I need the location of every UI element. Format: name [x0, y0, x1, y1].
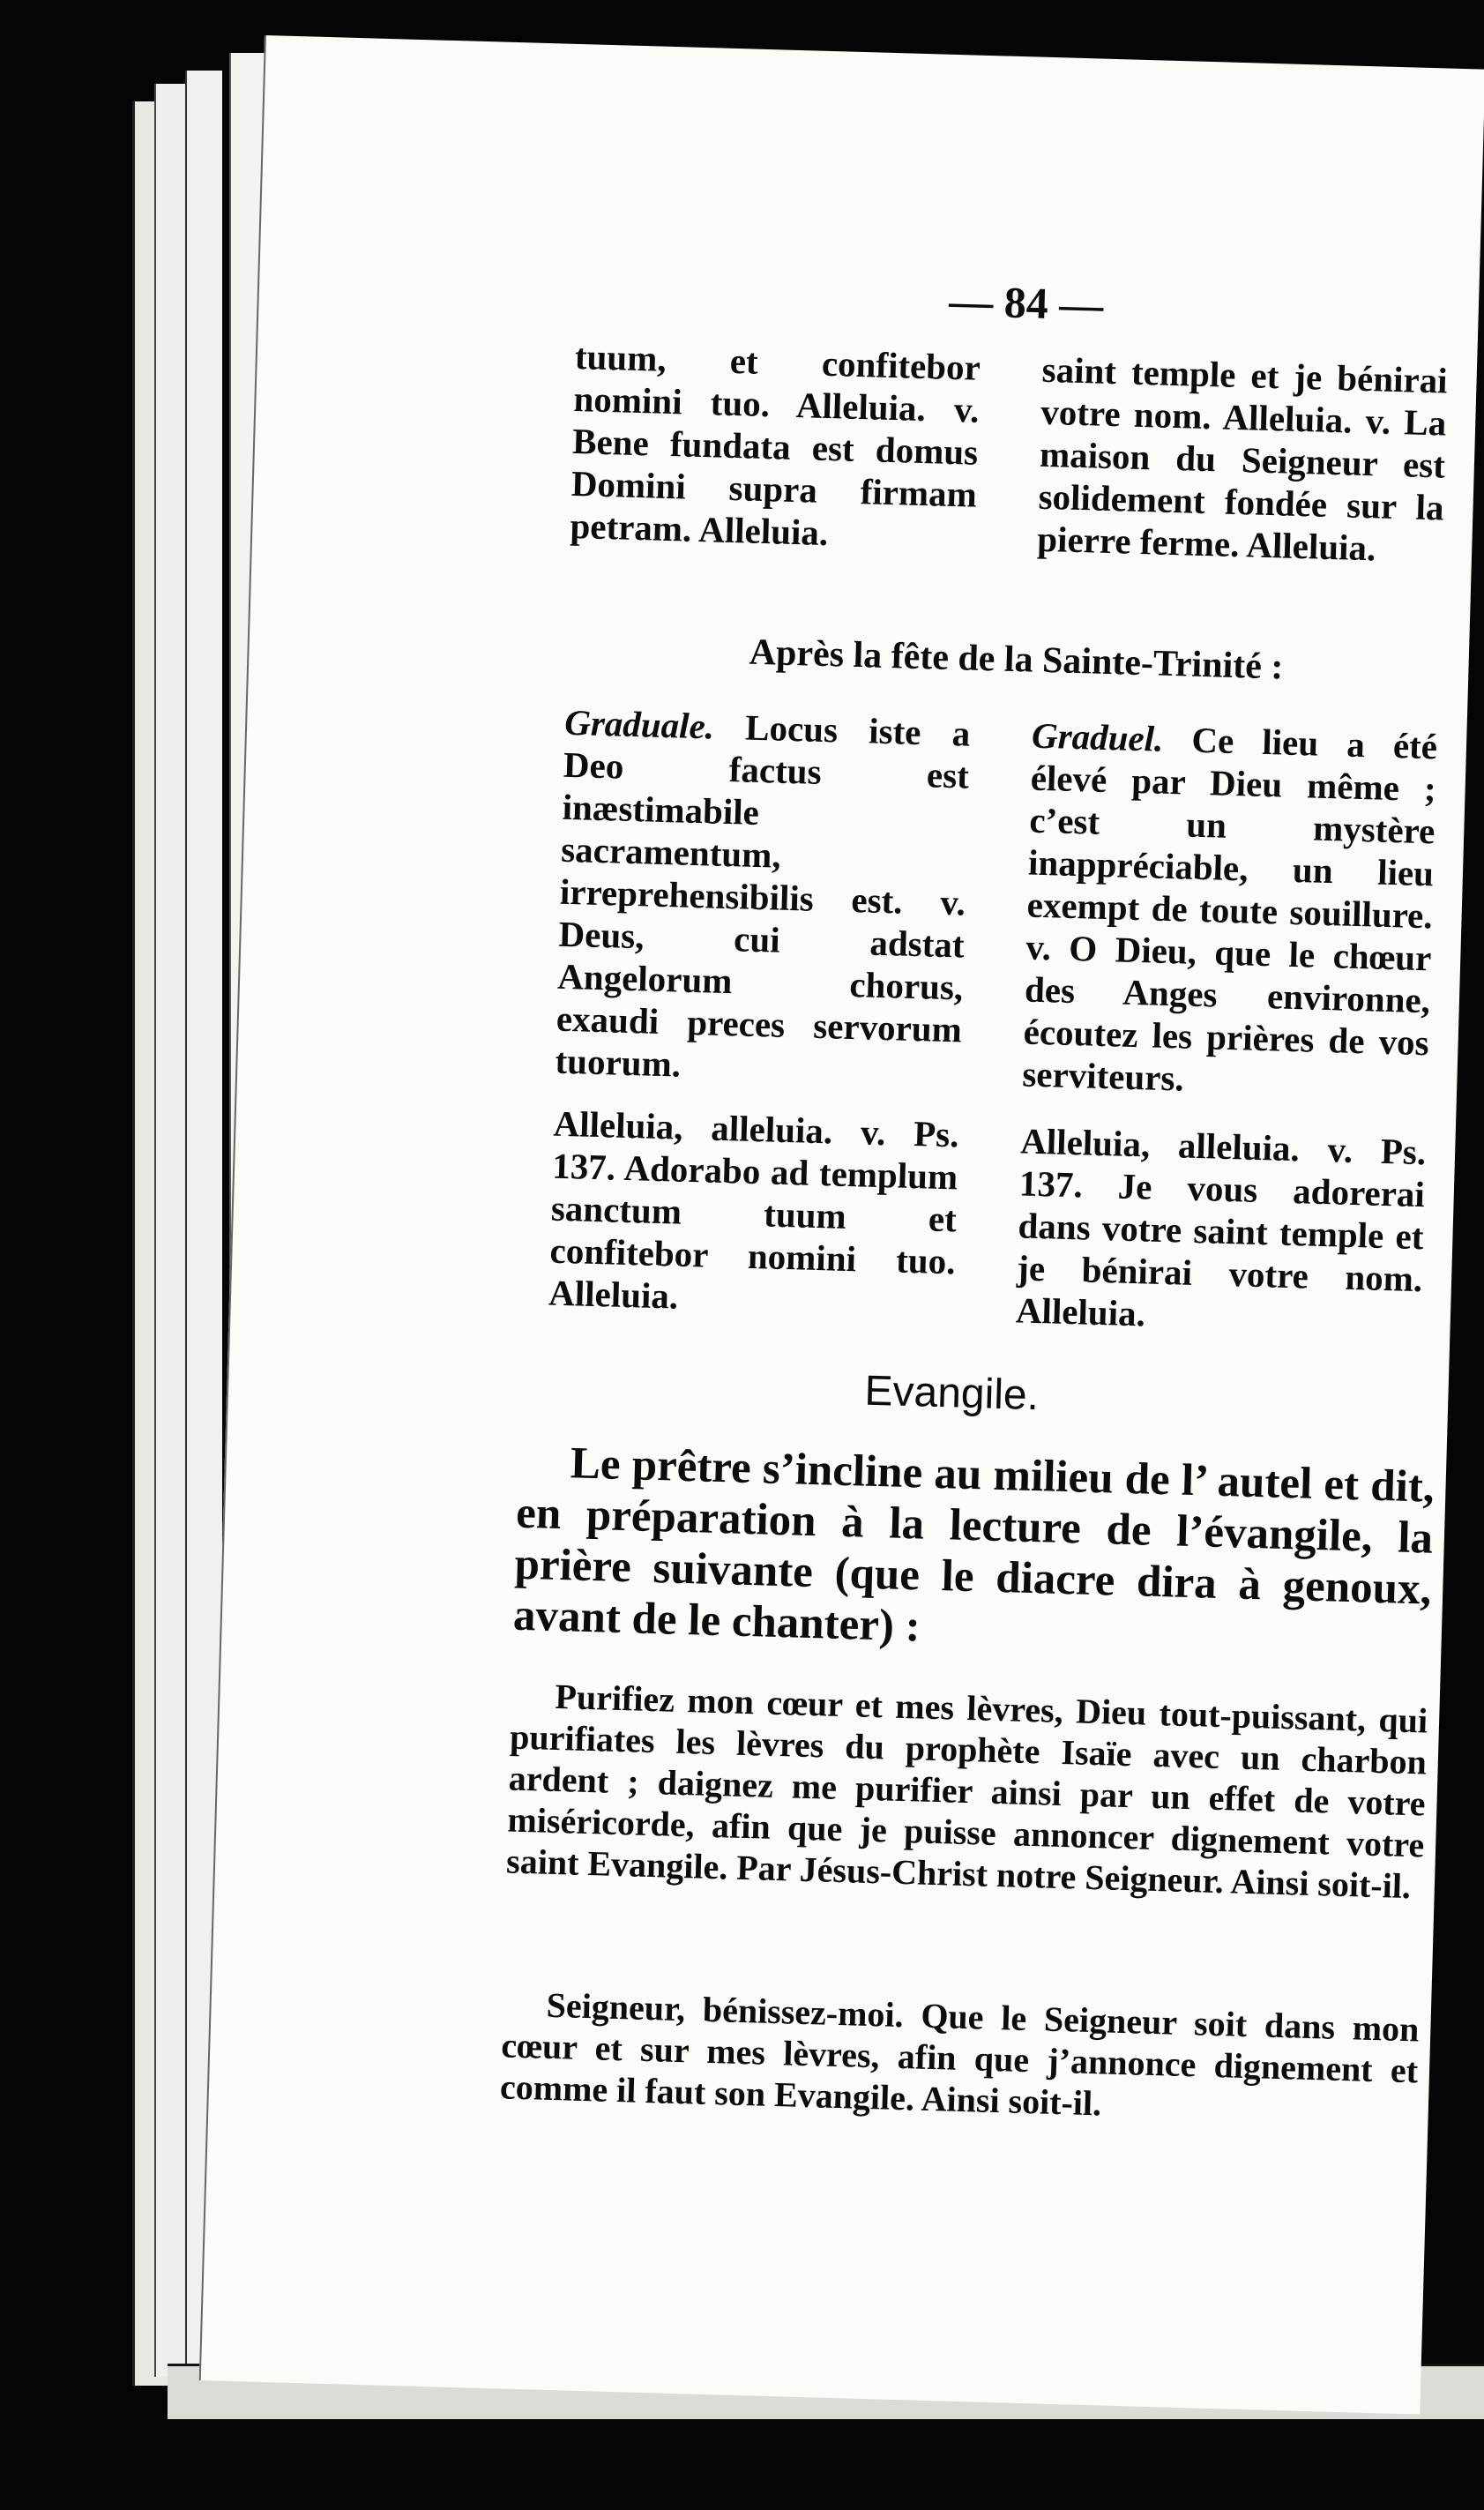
french-alleluia: Alleluia, alleluia. v. Ps. 137. Je vous adorerai dans votre saint temple et je bénirai votre nom. Alleluia. — [1015, 1120, 1427, 1334]
gradual-label: Graduel. — [1031, 714, 1164, 759]
latin-alleluia: Alleluia, alleluia. v. Ps. 137. Adorabo ad templum sanctum tuum et confitebor nomini tuo. Alleluia. — [548, 1102, 960, 1317]
gradual-text: Locus iste a Deo factus est inæstimabile sacramentum, irreprehensibilis est. v. Deus, cui adstat Angelorum chorus, exaudi preces servorum tuorum. — [555, 706, 971, 1085]
rubric-paragraph: Le prêtre s’incline au milieu de l’ autel et dit, en préparation à la lecture de l’évangile, la prière suivante (que le diacre dira à genoux, avant de le chanter) : — [512, 1438, 1436, 1652]
gradual-label: Graduale. — [563, 701, 715, 747]
latin-text-block: tuum, et confitebor nomini tuo. Alleluia. v. Bene fundata est domus Domini supra firmam petram. Alleluia. — [569, 335, 981, 554]
french-gradual — [1022, 714, 1438, 1107]
latin-gradual — [555, 701, 971, 1094]
french-text-block: saint temple et je bénirai votre nom. Alleluia. v. La maison du Seigneur est solidement fondée sur la pierre ferme. Alleluia. — [1036, 348, 1449, 569]
prayer-paragraph: Purifiez mon cœur et mes lèvres, Dieu tout-puissant, qui purifiates les lèvres du prophète Isaïe avec un charbon ardent ; daignez me purifier ainsi par un effet de votre miséricorde, afin que je puisse annoncer dignement votre saint Evangile. Par Jésus-Christ notre Seigneur. Ainsi soit-il. — [505, 1676, 1428, 1907]
page-number: — 84 — — [948, 275, 1105, 330]
section-heading: Après la fête de la Sainte-Trinité : — [749, 631, 1284, 688]
book-page — [199, 35, 1484, 2415]
gradual-text: Ce lieu a été élevé par Dieu même ; c’est un mystère inappréciable, un lieu exempt de toute souillure. v. O Dieu, que le chœur des Anges environne, écoutez les prières de vos serviteurs. — [1021, 718, 1438, 1099]
prayer-paragraph: Seigneur, bénissez-moi. Que le Seigneur soit dans mon cœur et sur mes lèvres, afin que j’annonce dignement et comme il faut son Evangile. Ainsi soit-il. — [499, 1984, 1421, 2124]
gospel-title: Evangile. — [863, 1367, 1040, 1420]
